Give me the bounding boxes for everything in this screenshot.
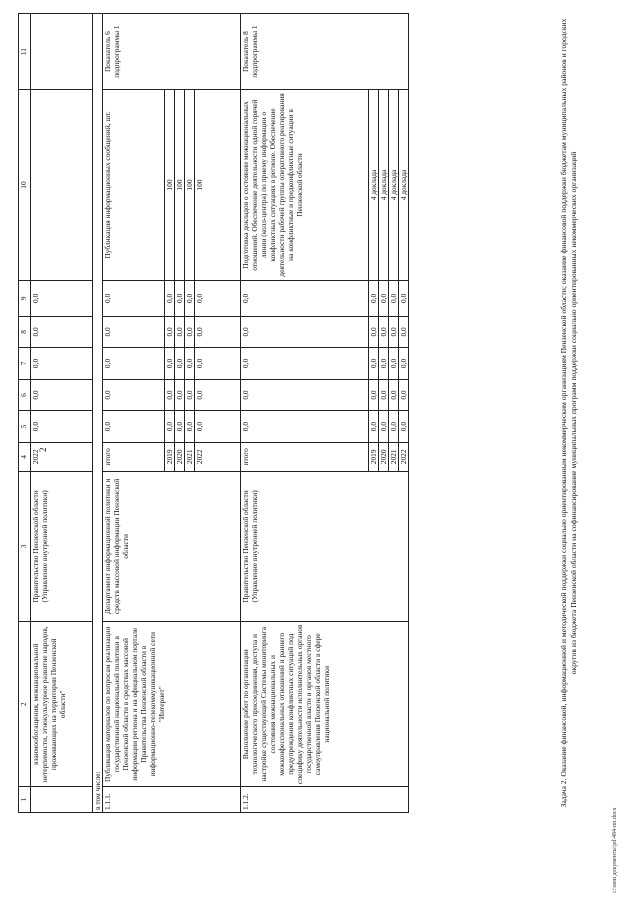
value-cell: 0,0 bbox=[379, 347, 389, 379]
executor-cell: Департамент информационной политики и средств массовой информации Пензенской области bbox=[103, 471, 241, 622]
value-cell: 0,0 bbox=[399, 316, 409, 347]
footer-file-path: c:\мои документы\pd\484-пп.docx bbox=[612, 807, 618, 893]
indicator-value: 4 доклада bbox=[399, 90, 409, 281]
header-cell: 9 bbox=[19, 280, 31, 316]
table-row bbox=[93, 14, 103, 813]
value-cell: 0,0 bbox=[175, 380, 185, 411]
indicator-value: 100 bbox=[175, 90, 185, 281]
value-cell: 0,0 bbox=[31, 380, 93, 411]
value-cell: 0,0 bbox=[185, 316, 195, 347]
year-cell: 2019 bbox=[369, 443, 379, 471]
value-cell: 0,0 bbox=[241, 280, 369, 316]
header-cell: 3 bbox=[19, 471, 31, 622]
indicator-value: 4 доклада bbox=[369, 90, 379, 281]
value-cell: 0,0 bbox=[175, 280, 185, 316]
year-cell: 2022 bbox=[399, 443, 409, 471]
value-cell: 0,0 bbox=[103, 316, 165, 347]
value-cell: 0,0 bbox=[175, 347, 185, 379]
header-cell: 5 bbox=[19, 410, 31, 442]
row-number: 1.1.2. bbox=[241, 787, 409, 813]
value-cell: 0,0 bbox=[165, 280, 175, 316]
header-cell: 2 bbox=[19, 622, 31, 787]
value-cell: 0,0 bbox=[195, 380, 241, 411]
value-cell: 0,0 bbox=[31, 347, 93, 379]
activity-name: Выполнение работ по организации технологического присоединения, доступа и настройке существующей Системы мониторинга состояния межнациональных и межконфессиональных отношений и раннего предупреждения конфликтных ситуаций под специфику деятельности исполнительных органов государственной власти и органов местного самоуправления Пензенской области в сфере национальной политики bbox=[241, 622, 409, 787]
row-number: 1.1.1. bbox=[103, 787, 241, 813]
table-row bbox=[241, 14, 369, 813]
value-cell: 0,0 bbox=[103, 410, 165, 442]
indicator-value: 100 bbox=[185, 90, 195, 281]
value-cell: 0,0 bbox=[379, 380, 389, 411]
value-cell: 0,0 bbox=[379, 410, 389, 442]
value-cell: 0,0 bbox=[31, 316, 93, 347]
activity-name: Публикация материалов по вопросам реализации государственной национальной политики в Пензенской области в средствах массовой информации региона и на официальном портале Правительства Пензенской области в информационно-телекоммуникационной сети "Интернет" bbox=[103, 622, 241, 787]
value-cell: 0,0 bbox=[369, 280, 379, 316]
indicator-title: Публикация информационных сообщений, шт. bbox=[103, 90, 165, 281]
goal-text-cell: взаимообогащения, межнациональной нетерпимости, этнокультурное развитие народов, проживающих на территории Пензенской области" bbox=[31, 622, 93, 787]
header-cell: 10 bbox=[19, 90, 31, 281]
value-cell: 0,0 bbox=[399, 380, 409, 411]
value-cell: 0,0 bbox=[399, 280, 409, 316]
year-cell: 2021 bbox=[185, 443, 195, 471]
header-cell: 6 bbox=[19, 380, 31, 411]
header-cell: 1 bbox=[19, 787, 31, 813]
value-cell: 0,0 bbox=[379, 316, 389, 347]
value-cell: 0,0 bbox=[389, 316, 399, 347]
header-cell: 8 bbox=[19, 316, 31, 347]
value-cell: 0,0 bbox=[185, 347, 195, 379]
value-cell: 0,0 bbox=[389, 280, 399, 316]
page-number: 2 bbox=[38, 447, 48, 452]
indicator-value: 4 доклада bbox=[389, 90, 399, 281]
program-table bbox=[18, 13, 409, 813]
header-cell: 4 bbox=[19, 443, 31, 471]
total-label: итого bbox=[241, 443, 369, 471]
year-cell: 2022 bbox=[195, 443, 241, 471]
value-cell: 0,0 bbox=[369, 380, 379, 411]
indicator-value: 100 bbox=[165, 90, 175, 281]
value-cell: 0,0 bbox=[185, 380, 195, 411]
value-cell: 0,0 bbox=[241, 347, 369, 379]
value-cell: 0,0 bbox=[175, 410, 185, 442]
value-cell: 0,0 bbox=[195, 316, 241, 347]
value-cell: 0,0 bbox=[389, 410, 399, 442]
value-cell: 0,0 bbox=[175, 316, 185, 347]
value-cell: 0,0 bbox=[379, 280, 389, 316]
year-cell: 2019 bbox=[165, 443, 175, 471]
year-cell: 2020 bbox=[175, 443, 185, 471]
task-description: Задача 2. Оказание финансовой, информационной и методической поддержки социально ориентированным некоммерческим организациям Пензенской области; оказание финансовой поддержки бюджетам муниципальных районов и городских округов из бюджета Пензенской области на софинансирование муниципальных программ поддержки социально ориентированных некоммерческих организаций bbox=[559, 18, 578, 808]
value-cell: 0,0 bbox=[103, 347, 165, 379]
value-cell: 0,0 bbox=[165, 410, 175, 442]
header-cell: 11 bbox=[19, 14, 31, 90]
value-cell: 0,0 bbox=[103, 280, 165, 316]
indicator-link: Показатель 8 подпрограммы 1 bbox=[241, 14, 409, 90]
including-label: в том числе: bbox=[93, 14, 103, 813]
value-cell: 0,0 bbox=[195, 280, 241, 316]
value-cell: 0,0 bbox=[165, 380, 175, 411]
value-cell: 0,0 bbox=[399, 347, 409, 379]
value-cell: 0,0 bbox=[31, 410, 93, 442]
year-cell: 2022 bbox=[31, 443, 93, 471]
value-cell: 0,0 bbox=[369, 347, 379, 379]
indicator-link: Показатель 6 подпрограммы 1 bbox=[103, 14, 241, 90]
value-cell: 0,0 bbox=[195, 410, 241, 442]
value-cell: 0,0 bbox=[165, 347, 175, 379]
value-cell: 0,0 bbox=[241, 380, 369, 411]
value-cell: 0,0 bbox=[369, 410, 379, 442]
total-label: итого bbox=[103, 443, 165, 471]
value-cell: 0,0 bbox=[185, 410, 195, 442]
year-cell: 2020 bbox=[379, 443, 389, 471]
value-cell: 0,0 bbox=[389, 380, 399, 411]
table-row bbox=[31, 14, 93, 813]
executor-cell: Правительство Пензенской области (Управление внутренней политики) bbox=[241, 471, 409, 622]
header-row bbox=[19, 14, 31, 813]
table-row bbox=[103, 14, 165, 813]
indicator-value: 100 bbox=[195, 90, 241, 281]
value-cell: 0,0 bbox=[165, 316, 175, 347]
value-cell: 0,0 bbox=[195, 347, 241, 379]
year-cell: 2021 bbox=[389, 443, 399, 471]
value-cell: 0,0 bbox=[241, 410, 369, 442]
executor-cell: Правительство Пензенской области (Управление внутренней политики) bbox=[31, 471, 93, 622]
value-cell: 0,0 bbox=[103, 380, 165, 411]
value-cell: 0,0 bbox=[241, 316, 369, 347]
indicator-value: 4 доклада bbox=[379, 90, 389, 281]
header-cell: 7 bbox=[19, 347, 31, 379]
value-cell: 0,0 bbox=[31, 280, 93, 316]
indicator-title: Подготовка докладов о состоянии межнациональных отношений. Обеспечение деятельности одной горячей линии (колл-центра) по приему информации о конфликтных ситуациях в регионе. Обеспечение деятельности рабочей группы оперативного реагирования на конфликтные и предконфликтные ситуации в Пензенской области bbox=[241, 90, 369, 281]
value-cell: 0,0 bbox=[399, 410, 409, 442]
value-cell: 0,0 bbox=[185, 280, 195, 316]
value-cell: 0,0 bbox=[389, 347, 399, 379]
value-cell: 0,0 bbox=[369, 316, 379, 347]
